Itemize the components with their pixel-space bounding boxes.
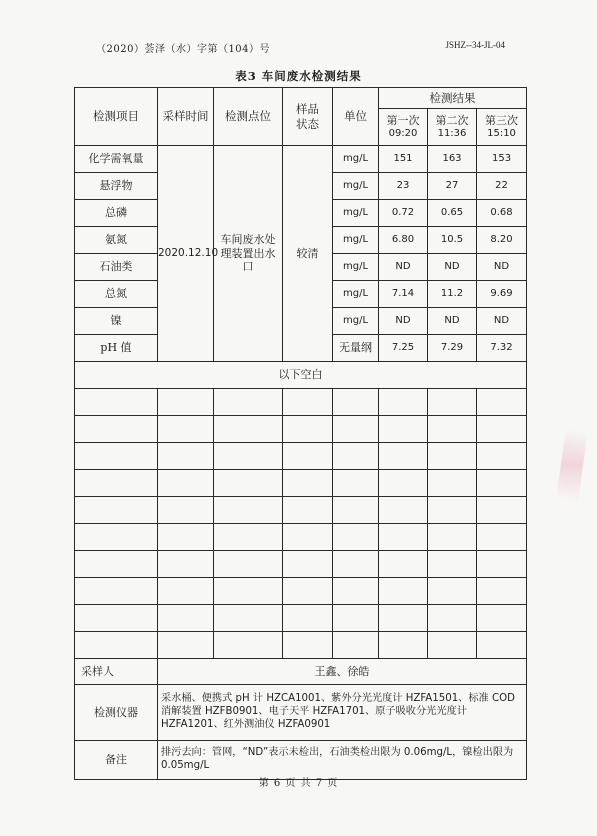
remarks-value: 排污去向：管网，“ND”表示未检出，石油类检出限为 0.06mg/L，镍检出限为 0.05mg/L <box>158 741 527 780</box>
col-header-time: 采样时间 <box>158 88 214 146</box>
empty-row <box>75 497 527 524</box>
result-cell: 7.14 <box>379 281 428 308</box>
col-header-state: 样品状态 <box>283 88 333 146</box>
unit-cell: mg/L <box>333 308 379 335</box>
sampling-date-cell: 2020.12.10 <box>158 146 214 362</box>
col-header-run1 <box>379 109 428 146</box>
run2-time: 11:36 <box>437 127 467 139</box>
result-cell: 163 <box>428 146 477 173</box>
seal-stamp-fragment <box>556 429 588 501</box>
result-cell: 0.65 <box>428 200 477 227</box>
item-cell: 悬浮物 <box>75 173 158 200</box>
result-cell: 7.25 <box>379 335 428 362</box>
sample-state-cell: 较清 <box>283 146 333 362</box>
result-cell: 7.29 <box>428 335 477 362</box>
result-cell: 9.69 <box>477 281 527 308</box>
result-cell: 11.2 <box>428 281 477 308</box>
sampling-point-cell: 车间废水处理装置出水口 <box>214 146 283 362</box>
col-header-run3 <box>477 109 527 146</box>
result-cell: 23 <box>379 173 428 200</box>
col-header-run2 <box>428 109 477 146</box>
table-title: 表3 车间废水检测结果 <box>235 69 362 83</box>
col-header-unit: 单位 <box>333 88 379 146</box>
sampler-row <box>75 659 527 685</box>
empty-row <box>75 443 527 470</box>
result-cell: ND <box>428 254 477 281</box>
col-header-point: 检测点位 <box>214 88 283 146</box>
run1-name: 第一次 <box>386 113 420 127</box>
blank-note: 以下空白 <box>75 362 527 389</box>
empty-row <box>75 605 527 632</box>
result-cell: ND <box>477 254 527 281</box>
page-footer: 第 6 页 共 7 页 <box>258 778 339 789</box>
remarks-label: 备注 <box>75 741 158 780</box>
col-header-item: 检测项目 <box>75 88 158 146</box>
header-row-1 <box>75 88 527 109</box>
result-cell: ND <box>379 254 428 281</box>
item-cell: pH 值 <box>75 335 158 362</box>
result-cell: ND <box>428 308 477 335</box>
result-cell: 6.80 <box>379 227 428 254</box>
run2-name: 第二次 <box>435 113 469 127</box>
document-code: JSHZ--34-JL-04 <box>445 40 505 50</box>
item-cell: 石油类 <box>75 254 158 281</box>
item-cell: 总磷 <box>75 200 158 227</box>
result-cell: 22 <box>477 173 527 200</box>
unit-cell: mg/L <box>333 227 379 254</box>
run3-name: 第三次 <box>485 113 519 127</box>
unit-cell: 无量纲 <box>333 335 379 362</box>
col-header-results: 检测结果 <box>379 88 527 109</box>
result-cell: 8.20 <box>477 227 527 254</box>
result-cell: 27 <box>428 173 477 200</box>
blank-note-row <box>75 362 527 389</box>
sampler-value: 王鑫、徐皓 <box>158 659 527 685</box>
unit-cell: mg/L <box>333 146 379 173</box>
instruments-row <box>75 685 527 741</box>
result-cell: ND <box>477 308 527 335</box>
result-cell: 0.72 <box>379 200 428 227</box>
item-cell: 总氮 <box>75 281 158 308</box>
result-cell: 151 <box>379 146 428 173</box>
empty-row <box>75 524 527 551</box>
sampler-label: 采样人 <box>75 659 158 685</box>
instruments-label: 检测仪器 <box>75 685 158 741</box>
instruments-value: 采水桶、便携式 pH 计 HZCA1001、紫外分光光度计 HZFA1501、标准 COD 消解装置 HZFB0901、电子天平 HZFA1701、原子吸收分光光度计 HZFA1201、红外测油仪 HZFA0901 <box>158 685 527 741</box>
unit-cell: mg/L <box>333 254 379 281</box>
result-cell: 7.32 <box>477 335 527 362</box>
item-cell: 化学需氧量 <box>75 146 158 173</box>
result-cell: ND <box>379 308 428 335</box>
unit-cell: mg/L <box>333 281 379 308</box>
run1-time: 09:20 <box>388 127 418 139</box>
document-number: （2020）荟泽（水）字第（104）号 <box>96 44 271 55</box>
empty-row <box>75 578 527 605</box>
item-cell: 镍 <box>75 308 158 335</box>
item-cell: 氨氮 <box>75 227 158 254</box>
wastewater-results-table <box>74 87 527 780</box>
result-cell: 0.68 <box>477 200 527 227</box>
unit-cell: mg/L <box>333 200 379 227</box>
table-row <box>75 146 527 173</box>
empty-row <box>75 416 527 443</box>
run3-time: 15:10 <box>487 127 516 139</box>
empty-row <box>75 551 527 578</box>
empty-row <box>75 389 527 416</box>
empty-row <box>75 470 527 497</box>
empty-row <box>75 632 527 659</box>
result-cell: 153 <box>477 146 527 173</box>
result-cell: 10.5 <box>428 227 477 254</box>
unit-cell: mg/L <box>333 173 379 200</box>
